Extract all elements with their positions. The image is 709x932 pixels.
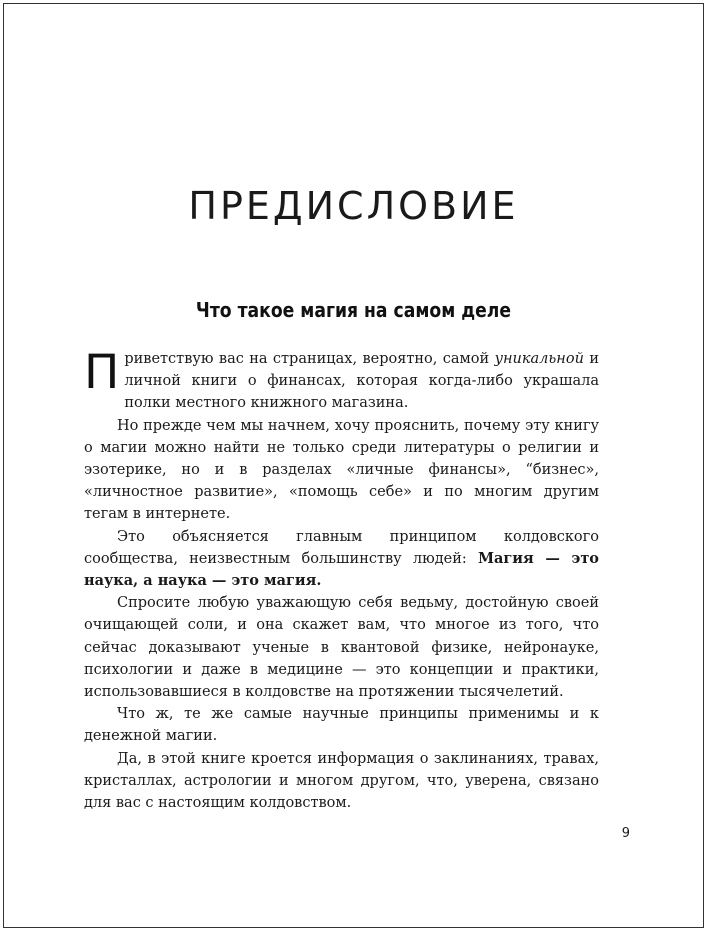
drop-cap: П xyxy=(84,345,120,400)
page-number: 9 xyxy=(621,826,630,841)
paragraph-2: Но прежде чем мы начнем, хочу прояснить, почему эту книгу о магии можно найти не только среди литературы о религии и эзотерике, но и в разделах «личные финансы», “бизнес», «личностное развитие», «помощь себе» и по многим другим тегам в интернете. xyxy=(84,417,599,523)
paragraph-3-bold: Магия — это наука, а наука — это магия. xyxy=(84,549,599,590)
paragraph-6: Да, в этой книге кроется информация о заклинаниях, травах, кристаллах, астрологии и многом другом, что, уверена, связано для вас с настоящим колдовством. xyxy=(84,750,599,812)
book-page xyxy=(3,3,704,928)
paragraph-1-italic: уникальной xyxy=(494,351,584,367)
paragraph-3-text: Это объясняется главным принципом колдовского сообщества, неизвестным большинству людей: xyxy=(84,528,599,567)
paragraph-1 xyxy=(84,345,599,415)
body-text xyxy=(84,345,599,814)
chapter-title: ПРЕДИСЛОВИЕ xyxy=(188,184,519,228)
section-title: Что такое магия на самом деле xyxy=(195,298,512,322)
paragraph-1-text-a: риветствую вас на страницах, вероятно, самой xyxy=(124,351,495,367)
paragraph-5: Что ж, те же самые научные принципы применимы и к денежной магии. xyxy=(84,706,599,745)
paragraph-4: Спросите любую уважающую себя ведьму, достойную своей очищающей соли, и она скажет вам, что многое из того, что сейчас доказывают ученые в квантовой физике, нейронауке, психологии и даже в медицине — это концепции и практики, использовавшиеся в колдовстве на протяжении тысячелетий. xyxy=(84,595,599,701)
paragraph-3 xyxy=(84,526,599,593)
paragraph-1-text-b: и личной книги о финансах, которая когда-либо украшала полки местного книжного магазина. xyxy=(124,351,599,412)
